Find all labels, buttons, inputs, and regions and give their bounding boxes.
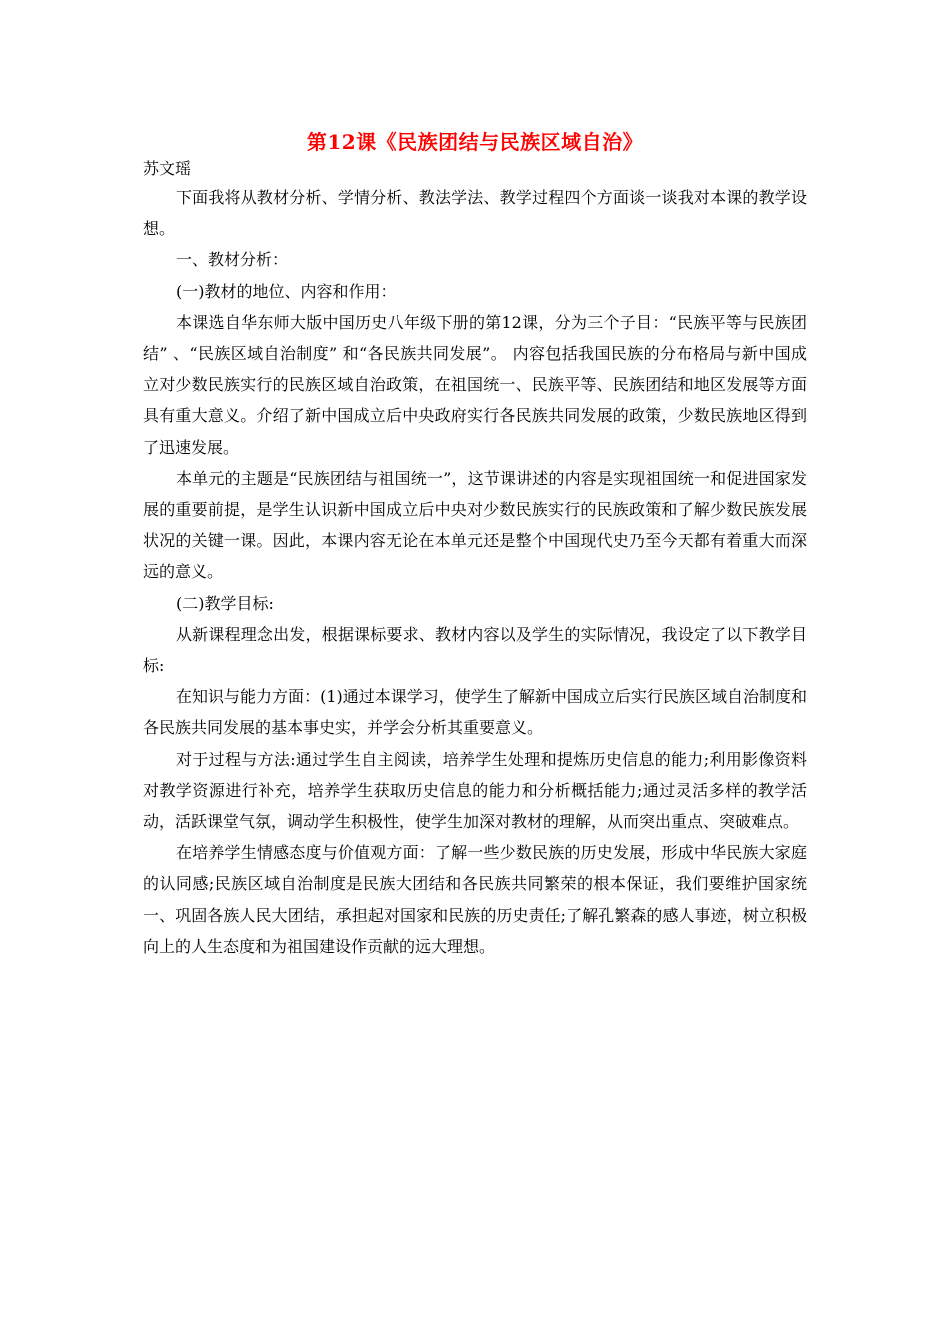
heading-section-1: 一、教材分析：: [176, 250, 289, 270]
document-body: [143, 182, 807, 962]
document-author: 苏文瑶: [143, 159, 192, 178]
heading-subsection-2: (二)教学目标:: [176, 593, 274, 613]
paragraph-content-scope: 本课选自华东师大版中国历史八年级下册的第12课，分为三个子目：“民族平等与民族团结” 、“民族区域自治制度” 和“各民族共同发展”。 内容包括我国民族的分布格局与新中国成立对少数民族实行的民族区域自治政策，在祖国统一、民族平等、民族团结和地区发展等方面具有重大意义。介绍了新中国成立后中央政府实行各民族共同发展的政策，少数民族地区得到了迅速发展。: [143, 312, 807, 457]
heading-subsection-1: (一)教材的地位、内容和作用：: [176, 281, 397, 301]
paragraph-values-goal: 在培养学生情感态度与价值观方面：了解一些少数民族的历史发展，形成中华民族大家庭的认同感;民族区域自治制度是民族大团结和各民族共同繁荣的根本保证，我们要维护国家统一、巩固各族人民大团结，承担起对国家和民族的历史责任;了解孔繁森的感人事迹，树立积极向上的人生态度和为祖国建设作贡献的远大理想。: [143, 843, 807, 956]
document-title: 第12课《民族团结与民族区域自治》: [306, 130, 644, 154]
paragraph-process-goal: 对于过程与方法:通过学生自主阅读，培养学生处理和提炼历史信息的能力;利用影像资料对教学资源进行补充，培养学生获取历史信息的能力和分析概括能力;通过灵活多样的教学活动，活跃课堂气氛，调动学生积极性，使学生加深对教材的理解，从而突出重点、突破难点。: [143, 749, 807, 832]
paragraph-unit-theme: 本单元的主题是“民族团结与祖国统一”，这节课讲述的内容是实现祖国统一和促进国家发展的重要前提，是学生认识新中国成立后中央对少数民族实行的民族政策和了解少数民族发展状况的关键一课。因此，本课内容无论在本单元还是整个中国现代史乃至今天都有着重大而深远的意义。: [143, 468, 807, 582]
paragraph-intro: 下面我将从教材分析、学情分析、教法学法、教学过程四个方面谈一谈我对本课的教学设想。: [143, 188, 807, 239]
paragraph-goals-intro: 从新课程理念出发，根据课标要求、教材内容以及学生的实际情况，我设定了以下教学目标:: [143, 624, 807, 676]
paragraph-knowledge-goal: 在知识与能力方面：(1)通过本课学习，使学生了解新中国成立后实行民族区域自治制度和各民族共同发展的基本事史实，并学会分析其重要意义。: [143, 687, 807, 738]
